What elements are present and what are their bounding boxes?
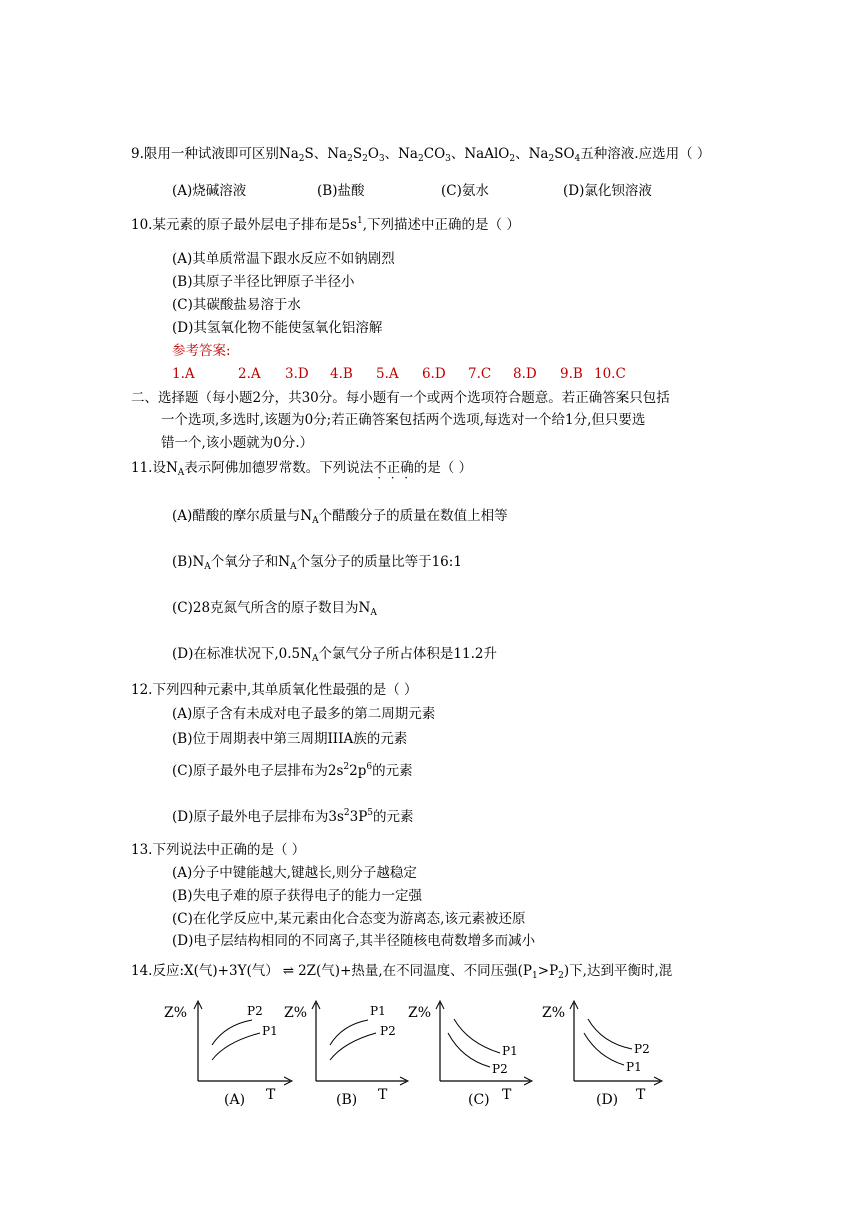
answer-item: 9.B bbox=[560, 366, 583, 382]
graph-b-ylabel: Z% bbox=[284, 1005, 308, 1021]
graph-d bbox=[542, 1001, 662, 1108]
q14-graphs bbox=[150, 995, 670, 1120]
graph-d-xlabel: T bbox=[636, 1087, 646, 1103]
answer-item: 3.D bbox=[285, 366, 309, 382]
q14-stem: 14.反应:X(气)+3Y(气） ⇌ 2Z(气)+热量,在不同温度、不同压强$(P_1>P_2)$下,达到平衡时,混 bbox=[131, 963, 673, 981]
graph-d-bottom-label: P1 bbox=[626, 1060, 642, 1074]
q11-option-d: (D)在标准状况下$,0.5N_A$个氯气分子所占体积是11.2升 bbox=[172, 646, 497, 664]
answer-item: 4.B bbox=[330, 366, 353, 382]
answer-item: 10.C bbox=[594, 366, 626, 382]
q10-option-a: (A)其单质常温下跟水反应不如钠剧烈 bbox=[172, 251, 395, 267]
q9-option-c: (C)氨水 bbox=[441, 183, 489, 199]
graph-a-top-label: P2 bbox=[247, 1004, 263, 1018]
q13-stem: 13.下列说法中正确的是（ ） bbox=[131, 842, 306, 858]
q10-option-d: (D)其氢氧化物不能使氢氧化铝溶解 bbox=[172, 320, 383, 336]
graph-a-ylabel: Z% bbox=[164, 1005, 188, 1021]
q9-option-b: (B)盐酸 bbox=[317, 183, 365, 199]
graph-c bbox=[408, 1001, 532, 1108]
graph-a-xlabel: T bbox=[266, 1087, 276, 1103]
graph-b bbox=[284, 1001, 408, 1108]
graph-c-bottom-label: P2 bbox=[492, 1062, 508, 1076]
graph-b-bottom-label: P2 bbox=[380, 1024, 396, 1038]
graph-a bbox=[164, 1001, 292, 1108]
graph-c-top-label: P1 bbox=[502, 1044, 518, 1058]
q10-option-b: (B)其原子半径比钾原子半径小 bbox=[172, 274, 355, 290]
equilibrium-arrow-icon: ⇌ bbox=[282, 963, 295, 979]
graph-b-top-label: P1 bbox=[370, 1004, 386, 1018]
q11-option-c: (C)28克氮气所含的原子数目为$N_A$ bbox=[172, 600, 377, 618]
graph-b-xlabel: T bbox=[378, 1087, 388, 1103]
graph-c-ylabel: Z% bbox=[408, 1005, 432, 1021]
q11-option-a: (A)醋酸的摩尔质量与$N_A$个醋酸分子的质量在数值上相等 bbox=[172, 508, 508, 526]
answer-key-title: 参考答案: bbox=[172, 343, 231, 359]
graph-d-top-label: P2 bbox=[634, 1042, 650, 1056]
q13-option-b: (B)失电子难的原子获得电子的能力一定强 bbox=[172, 888, 422, 904]
q12-option-d: (D)原子最外电子层排布为$3s^23P^5$的元素 bbox=[172, 808, 414, 825]
q12-stem: 12.下列四种元素中,其单质氧化性最强的是（ ） bbox=[131, 682, 418, 698]
q9-option-a: (A)烧碱溶液 bbox=[172, 183, 247, 199]
answer-item: 6.D bbox=[422, 366, 446, 382]
section2-instructions-line3: 错一个,该小题就为0分.） bbox=[161, 435, 314, 451]
answer-item: 2.A bbox=[238, 366, 261, 382]
q10-option-c: (C)其碳酸盐易溶于水 bbox=[172, 297, 301, 313]
q13-option-d: (D)电子层结构相同的不同离子,其半径随核电荷数增多而减小 bbox=[172, 933, 536, 949]
graph-a-bottom-label: P1 bbox=[262, 1024, 278, 1038]
graph-d-caption: (D) bbox=[596, 1092, 619, 1108]
graph-c-caption: (C) bbox=[468, 1092, 490, 1108]
answer-item: 7.C bbox=[468, 366, 492, 382]
q11-option-b: $(B)N_A$个氧分子和$N_A$个氢分子的质量比等于16:1 bbox=[172, 554, 462, 572]
answer-item: 1.A bbox=[172, 366, 195, 382]
q13-option-a: (A)分子中键能越大,键越长,则分子越稳定 bbox=[172, 865, 417, 881]
section2-instructions-line2: 一个选项,多选时,该题为0分;若正确答案包括两个选项,每选对一个给1分,但只要选 bbox=[161, 412, 646, 428]
q12-option-b: (B)位于周期表中第三周期IIIA族的元素 bbox=[172, 731, 408, 747]
q12-option-c: (C)原子最外电子层排布为$2s^22p^6$的元素 bbox=[172, 762, 413, 779]
q12-option-a: (A)原子含有未成对电子最多的第二周期元素 bbox=[172, 706, 436, 722]
q13-option-c: (C)在化学反应中,某元素由化合态变为游离态,该元素被还原 bbox=[172, 911, 526, 927]
graph-b-caption: (B) bbox=[336, 1092, 358, 1108]
answer-item: 5.A bbox=[376, 366, 399, 382]
q10-stem: 10.某元素的原子最外层电子排布是$5s^1$,下列描述中正确的是（ ） bbox=[131, 216, 520, 233]
graph-a-caption: (A) bbox=[224, 1092, 246, 1108]
graph-c-xlabel: T bbox=[502, 1087, 512, 1103]
q9-option-d: (D)氯化钡溶液 bbox=[563, 183, 652, 199]
graph-d-ylabel: Z% bbox=[542, 1005, 566, 1021]
q11-stem: 11.设$N_A$表示阿佛加德罗常数。下列说法不正确的是（ ） bbox=[131, 460, 473, 478]
section2-instructions-line1: 二、选择题（每小题2分，共30分。每小题有一个或两个选项符合题意。若正确答案只包括 bbox=[131, 390, 670, 406]
answer-item: 8.D bbox=[513, 366, 537, 382]
q9-stem: 9.限用一种试液即可区别$Na_2S$、$Na_2S_2O_3$、$Na_2CO_3$、NaAlO$_2$、$Na_2SO_4$五种溶液.应选用（ ） bbox=[131, 146, 711, 164]
